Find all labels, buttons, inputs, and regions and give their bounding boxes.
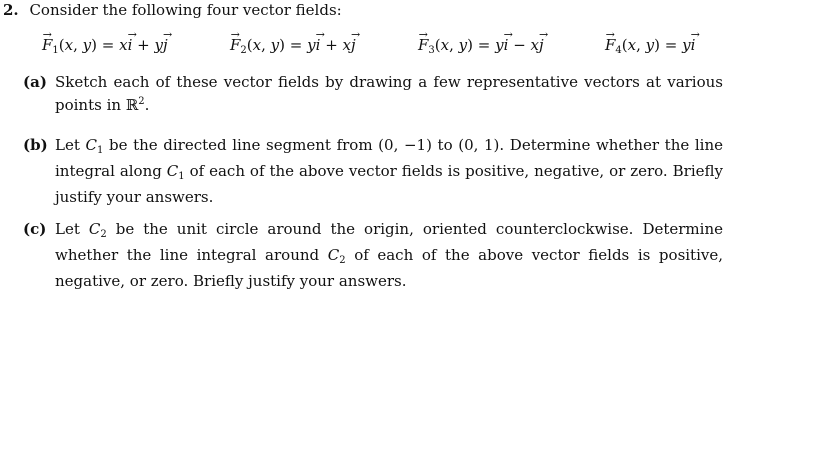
field-f3: → $F_3(x$, y) = y→ i − x→ j [418, 34, 544, 62]
question-header [3, 0, 342, 20]
part-c [23, 219, 723, 291]
part-b [23, 135, 723, 207]
part-c-label: (c) [23, 220, 47, 238]
question-number: 2. [3, 1, 19, 19]
question-intro: Consider the following four vector fields: [29, 1, 342, 19]
part-a-label: (a) [23, 73, 47, 91]
part-b-label: (b) [23, 136, 48, 154]
part-a [23, 72, 723, 115]
part-b-text: Let $C_1$ be the directed line segment from (0, −1) to (0, 1). Determine whether the line integral along $C_1$ of each of the above vector fields is positive, negative, or zero. Briefly justify your answers. [55, 136, 724, 206]
field-f1: → $F_1(x$, y) = x→ i + y→ j [42, 34, 168, 62]
part-a-text: Sketch each of these vector fields by drawing a few representative vectors at various points in ℝ$^2$. [55, 73, 723, 114]
part-c-text: Let $C_2$ be the unit circle around the origin, oriented counterclockwise. Determine whether the line integral around $C_2$ of each of the above vector fields is positive, negative, or zero. Briefly justify your answers. [55, 220, 724, 290]
field-f2: → $F_2(x$, y) = y→ i + x→ j [230, 34, 356, 62]
vector-field-definitions [0, 34, 816, 58]
field-f4: → $F_4(x$, y) = y→ i [605, 34, 695, 62]
